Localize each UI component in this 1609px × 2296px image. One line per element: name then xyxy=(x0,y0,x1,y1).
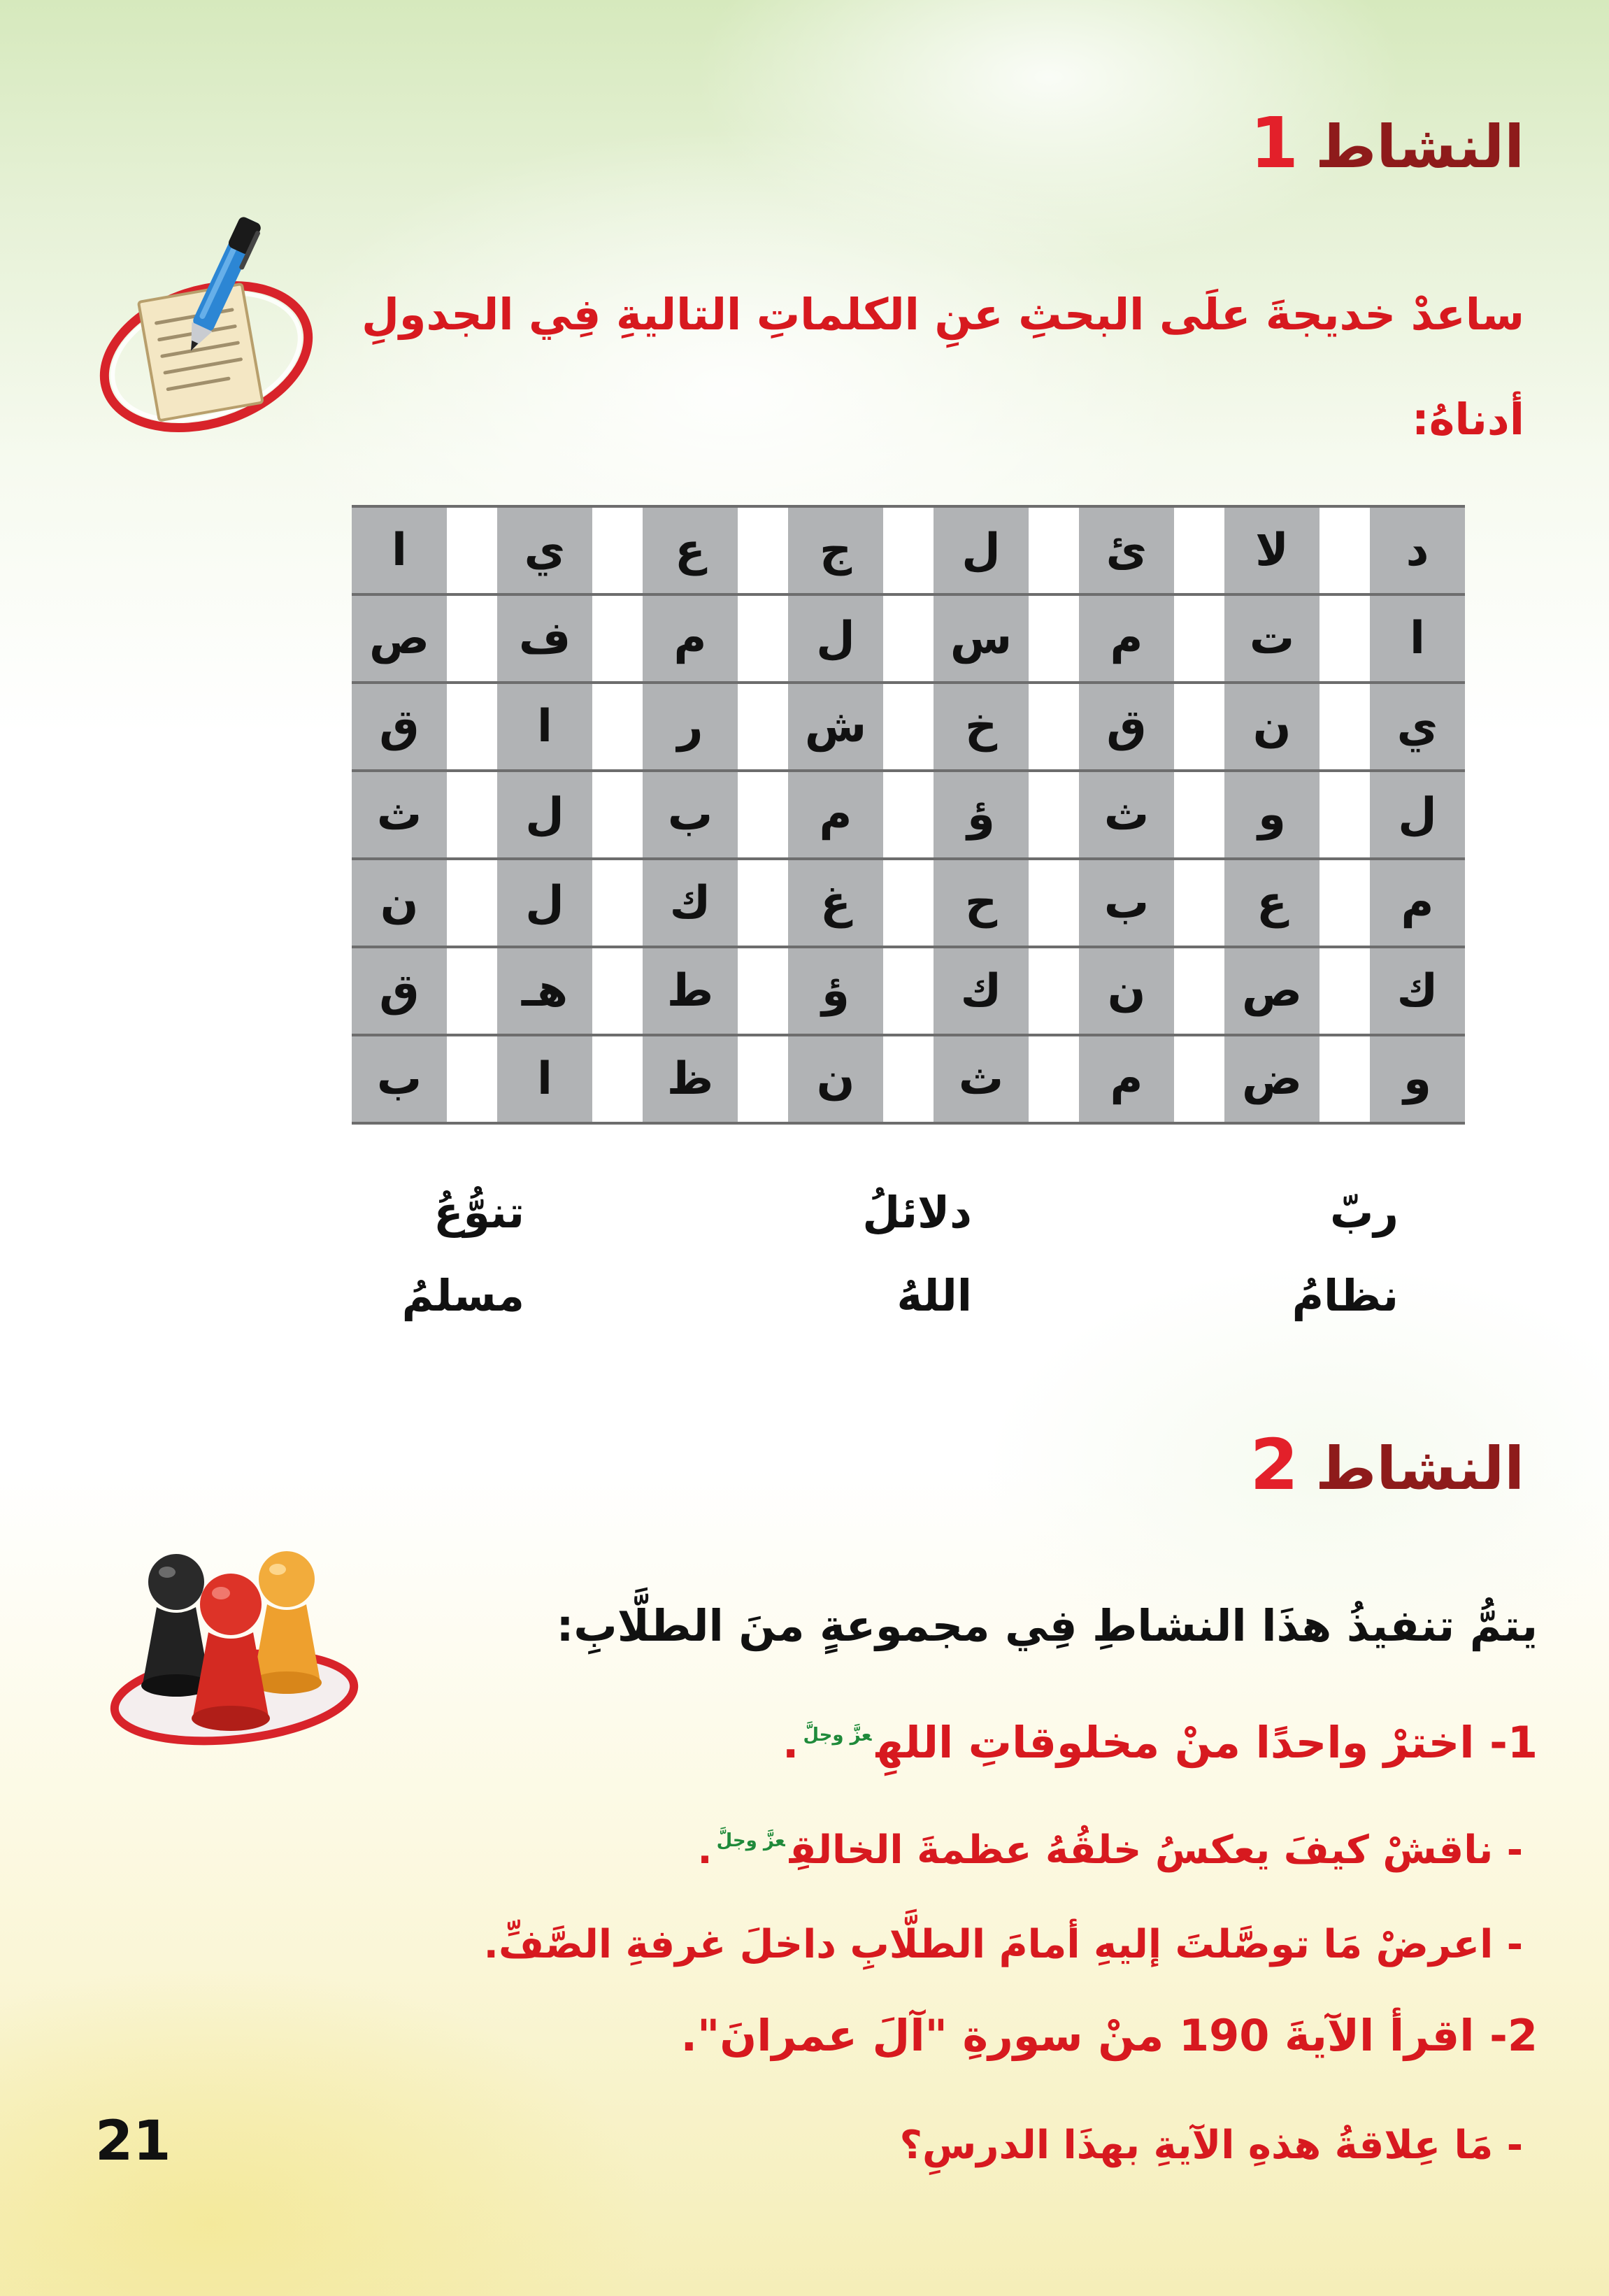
grid-cell: ت xyxy=(1224,593,1320,681)
word-list-item: تنوُّعُ xyxy=(434,1187,524,1238)
grid-cell: ك xyxy=(1370,946,1465,1034)
grid-cell: م xyxy=(1079,1034,1174,1122)
grid-cell: ق xyxy=(352,681,447,769)
grid-cell: ق xyxy=(1079,681,1174,769)
grid-cell: ل xyxy=(497,769,592,857)
game-pawns-svg xyxy=(98,1519,364,1750)
activity-2-intro: يتمُّ تنفيذُ هذَا النشاطِ فِي مجموعةٍ منَ الطلَّابِ: xyxy=(556,1600,1538,1651)
grid-cell: ن xyxy=(1224,681,1320,769)
activity-title-number: 1 xyxy=(1250,102,1299,184)
grid-cell: ا xyxy=(1370,593,1465,681)
grid-cell: ق xyxy=(352,946,447,1034)
grid-cell: ن xyxy=(352,857,447,946)
grid-cell: س xyxy=(934,593,1029,681)
grid-cell: م xyxy=(1079,593,1174,681)
grid-cell: ل xyxy=(1370,769,1465,857)
word-list-item: مسلمُ xyxy=(401,1270,524,1321)
grid-cell: ح xyxy=(934,857,1029,946)
grid-cell: ف xyxy=(497,593,592,681)
word-list-item: اللهُ xyxy=(896,1270,972,1321)
grid-cell: غ xyxy=(788,857,883,946)
grid-cell: ك xyxy=(643,857,738,946)
grid-cell: ؤ xyxy=(934,769,1029,857)
pen-and-paper-svg xyxy=(84,210,322,441)
activity-2-step-2-subitem-1: - مَا عِلاقةُ هذهِ الآيةِ بهذَا الدرسِ؟ xyxy=(899,2123,1523,2168)
activity-2-step-1 xyxy=(782,1704,1538,1774)
grid-cell: ب xyxy=(1079,857,1174,946)
orange-pawn xyxy=(252,1551,322,1694)
grid-cell: ض xyxy=(1224,1034,1320,1122)
word-list-item: نظامُ xyxy=(1292,1270,1399,1321)
activity-title-label: النشاط xyxy=(1315,113,1524,181)
grid-cell: ن xyxy=(1079,946,1174,1034)
grid-cell: م xyxy=(1370,857,1465,946)
grid-cell: ظ xyxy=(643,1034,738,1122)
grid-cell: ي xyxy=(1370,681,1465,769)
grid-cell: ل xyxy=(497,857,592,946)
grid-cell: ا xyxy=(352,505,447,593)
grid-cell: ا xyxy=(497,1034,592,1122)
grid-cell: ج xyxy=(788,505,883,593)
grid-cell: ئ xyxy=(1079,505,1174,593)
step-text: اقرأ الآيةَ 190 منْ سورةِ "آلَ عمرانَ". xyxy=(680,2010,1475,2061)
step-text: اخترْ واحدًا منْ مخلوقاتِ اللهِ xyxy=(875,1717,1475,1768)
grid-cell: ر xyxy=(643,681,738,769)
grid-cell: ص xyxy=(352,593,447,681)
activity-title-number: 2 xyxy=(1250,1424,1299,1506)
grid-cell: ب xyxy=(352,1034,447,1122)
page-number: 21 xyxy=(95,2110,171,2173)
grid-cell: ن xyxy=(788,1034,883,1122)
word-list-item: دلائلُ xyxy=(862,1187,972,1238)
grid-cell: و xyxy=(1224,769,1320,857)
activity-2-step-2 xyxy=(680,2004,1538,2067)
subitem-text: - ناقشْ كيفَ يعكسُ خلقُهُ عظمةَ الخالقِ xyxy=(789,1827,1523,1873)
grid-cell: ل xyxy=(788,593,883,681)
activity-title-label: النشاط xyxy=(1315,1434,1524,1503)
grid-cell: ل xyxy=(934,505,1029,593)
word-search-grid xyxy=(352,505,1465,1125)
grid-cell: ث xyxy=(1079,769,1174,857)
step-end: . xyxy=(782,1717,799,1768)
grid-cell: م xyxy=(643,593,738,681)
subitem-end: . xyxy=(697,1827,713,1873)
grid-cell: ا xyxy=(497,681,592,769)
grid-cell: ع xyxy=(643,505,738,593)
grid-cell: ث xyxy=(934,1034,1029,1122)
grid-cell: خ xyxy=(934,681,1029,769)
grid-cell: ص xyxy=(1224,946,1320,1034)
grid-cell: د xyxy=(1370,505,1465,593)
activity-2-step-1-subitem-1 xyxy=(697,1811,1523,1880)
grid-cell: و xyxy=(1370,1034,1465,1122)
grid-cell: ي xyxy=(497,505,592,593)
activity-2-title xyxy=(1250,1424,1524,1506)
grid-cell: ش xyxy=(788,681,883,769)
grid-cell: ع xyxy=(1224,857,1320,946)
grid-cell: ط xyxy=(643,946,738,1034)
grid-cell: هـ xyxy=(497,946,592,1034)
game-pawns-icon xyxy=(98,1519,364,1750)
grid-cell: ك xyxy=(934,946,1029,1034)
step-number: 1- xyxy=(1489,1717,1538,1768)
grid-cell: لا xyxy=(1224,505,1320,593)
activity-2-step-1-subitem-2: - اعرضْ مَا توصَّلتَ إليهِ أمامَ الطلَّابِ داخلَ غرفةِ الصَّفِّ. xyxy=(483,1922,1523,1967)
grid-cell: م xyxy=(788,769,883,857)
honorific-mark: عزَّ وجلَّ xyxy=(803,1725,872,1746)
activity-1-title xyxy=(1250,102,1524,184)
grid-cell: ث xyxy=(352,769,447,857)
instruction-line-2: أدناهُ: xyxy=(1411,394,1524,445)
word-list-item: ربّ xyxy=(1330,1187,1399,1238)
grid-cell: ؤ xyxy=(788,946,883,1034)
pen-and-paper-icon xyxy=(84,210,322,441)
step-number: 2- xyxy=(1489,2010,1538,2061)
activity-1-instruction xyxy=(362,262,1524,472)
honorific-mark: عزَّ وجلَّ xyxy=(716,1830,785,1851)
grid-cell: ب xyxy=(643,769,738,857)
instruction-line-1: ساعدْ خديجةَ علَى البحثِ عنِ الكلماتِ التاليةِ فِي الجدولِ xyxy=(362,289,1524,340)
